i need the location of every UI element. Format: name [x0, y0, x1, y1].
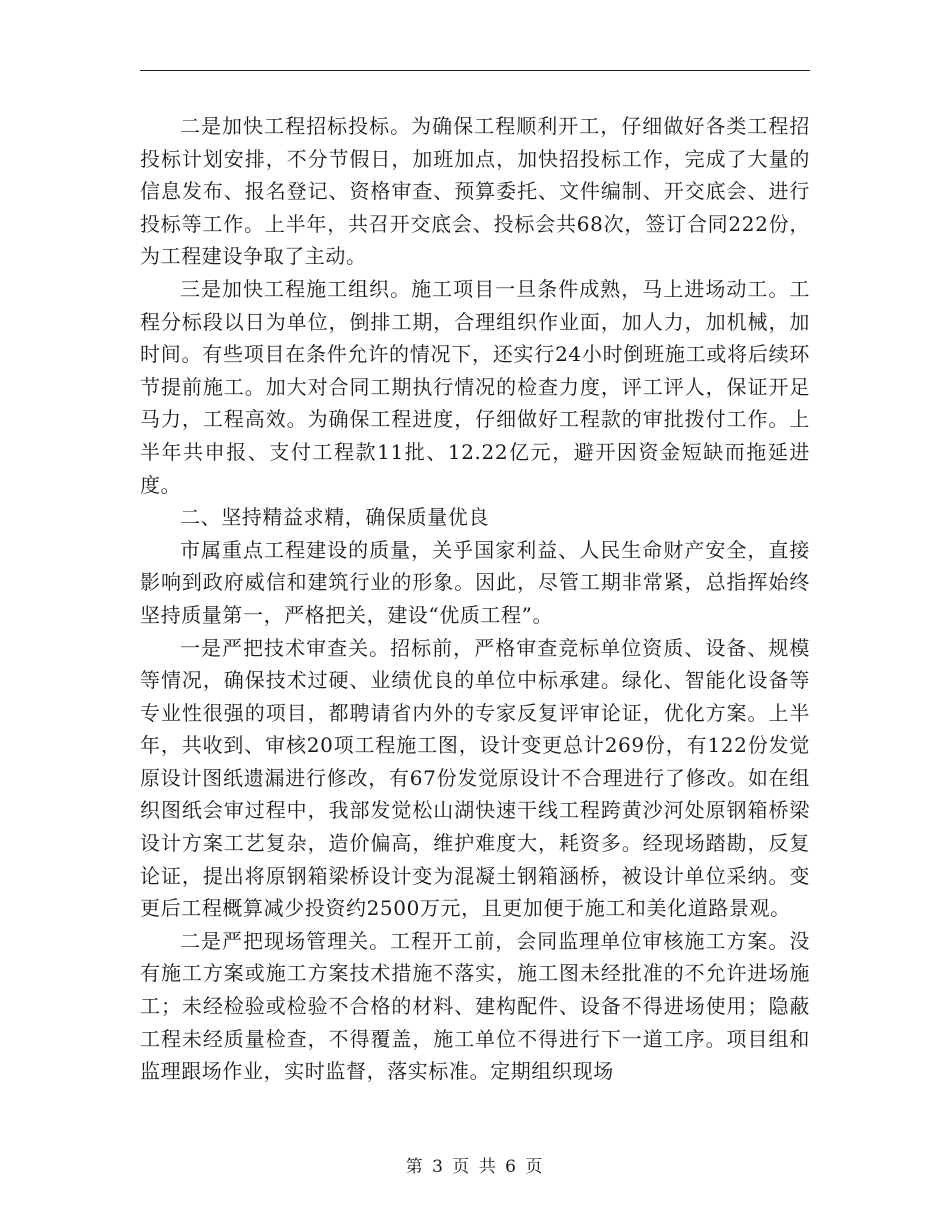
paragraph-technical-review: 一是严把技术审查关。招标前，严格审查竞标单位资质、设备、规模等情况，确保技术过硬、业绩优良的单位中标承建。绿化、智能化设备等专业性很强的项目，都聘请省内外的专家反复评审论证，优化方案。上半年，共收到、审核20项工程施工图，设计变更总计269份，有122份发觉原设计图纸遗漏进行修改，有67份发觉原设计不合理进行了修改。如在组织图纸会审过程中，我部发觉松山湖快速干线工程跨黄沙河处原钢箱桥梁设计方案工艺复杂，造价偏高，维护难度大，耗资多。经现场踏勘，反复论证，提出将原钢箱梁桥设计变为混凝土钢箱涵桥，被设计单位采纳。变更后工程概算减少投资约2500万元，且更加便于施工和美化道路景观。: [140, 635, 810, 921]
page-number-footer: 第 3 页 共 6 页: [405, 1157, 545, 1177]
document-body: [140, 110, 810, 1088]
paragraph-bidding: 二是加快工程招标投标。为确保工程顺利开工，仔细做好各类工程招投标计划安排，不分节假日，加班加点，加快招投标工作，完成了大量的信息发布、报名登记、资格审查、预算委托、文件编制、开交底会、进行投标等工作。上半年，共召开交底会、投标会共68次，签订合同222份，为工程建设争取了主动。: [140, 114, 810, 269]
section-heading-quality: 二、坚持精益求精，确保质量优良: [180, 505, 489, 530]
paragraph-site-management: 二是严把现场管理关。工程开工前，会同监理单位审核施工方案。没有施工方案或施工方案技术措施不落实，施工图未经批准的不允许进场施工；未经检验或检验不合格的材料、建构配件、设备不得进场使用；隐蔽工程未经质量检查，不得覆盖，施工单位不得进行下一道工序。项目组和监理跟场作业，实时监督，落实标准。定期组织现场: [140, 928, 810, 1084]
header-rule: [140, 70, 810, 71]
paragraph-quality-intro: 市属重点工程建设的质量，关乎国家利益、人民生命财产安全，直接影响到政府威信和建筑行业的形象。因此，尽管工期非常紧，总指挥始终坚持质量第一，严格把关，建设“优质工程”。: [140, 537, 810, 627]
paragraph-construction-organization: 三是加快工程施工组织。施工项目一旦条件成熟，马上进场动工。工程分标段以日为单位，倒排工期，合理组织作业面，加人力，加机械，加时间。有些项目在条件允许的情况下，还实行24小时倒班施工或将后续环节提前施工。加大对合同工期执行情况的检查力度，评工评人，保证开足马力，工程高效。为确保工程进度，仔细做好工程款的审批拨付工作。上半年共申报、支付工程款11批、12.22亿元，避开因资金短缺而拖延进度。: [140, 276, 810, 497]
